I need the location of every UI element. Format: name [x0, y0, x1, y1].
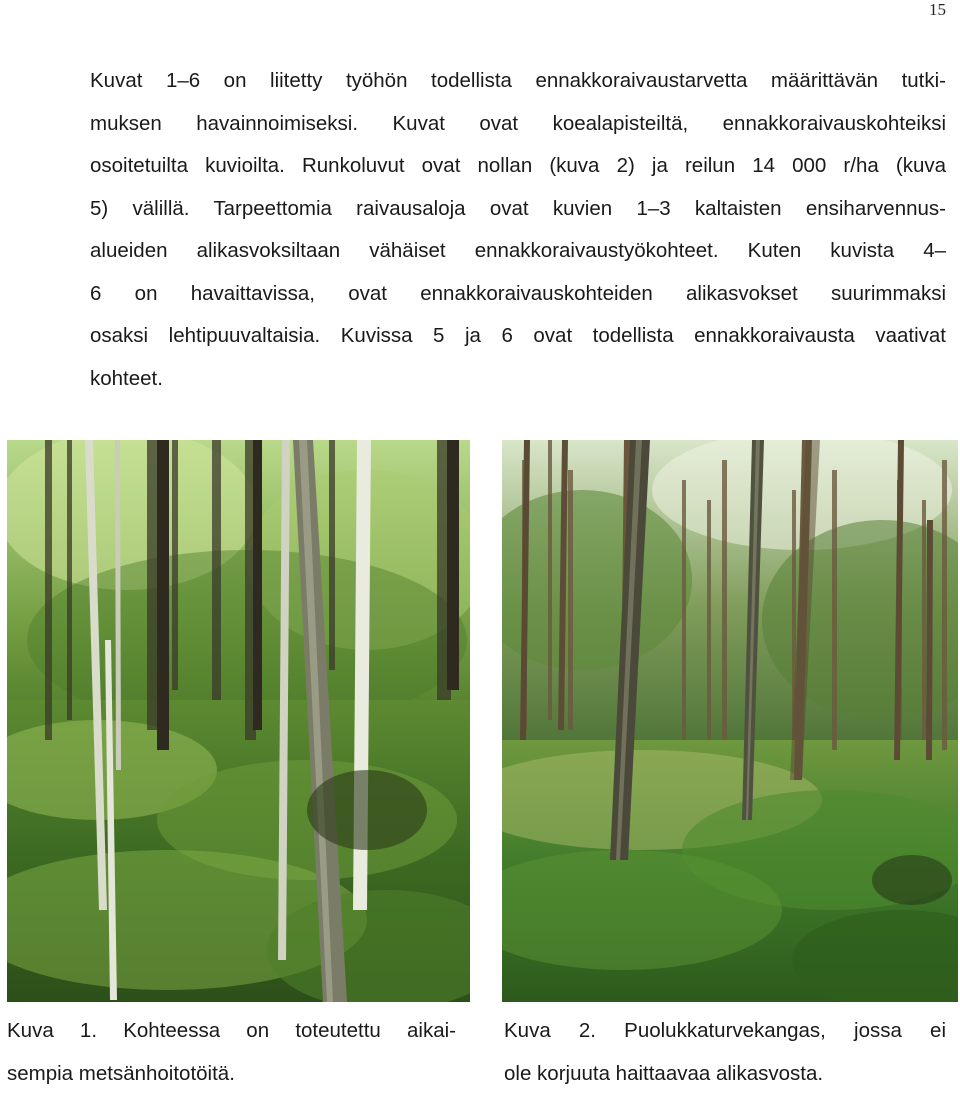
body-line: 6 on havaittavissa, ovat ennakkoraivauskohteiden alikasvokset suurimmaksi — [90, 273, 946, 316]
body-line: alueiden alikasvoksiltaan vähäiset ennakkoraivaustyökohteet. Kuten kuvista 4– — [90, 230, 946, 273]
figure-caption-2 — [504, 1010, 946, 1095]
caption-line: Kuva 1. Kohteessa on toteutettu aikai- — [7, 1010, 456, 1053]
body-line: muksen havainnoimiseksi. Kuvat ovat koealapisteiltä, ennakkoraivauskohteiksi — [90, 103, 946, 146]
body-line: kohteet. — [90, 358, 946, 401]
body-line: Kuvat 1–6 on liitetty työhön todellista ennakkoraivaustarvetta määrittävän tutki- — [90, 60, 946, 103]
forest-photo-1 — [7, 440, 470, 1002]
page-number: 15 — [929, 0, 946, 20]
forest-photo-2-image — [502, 440, 958, 1002]
figure-caption-1 — [7, 1010, 456, 1095]
caption-line: Kuva 2. Puolukkaturvekangas, jossa ei — [504, 1010, 946, 1053]
body-line: osaksi lehtipuuvaltaisia. Kuvissa 5 ja 6 ovat todellista ennakkoraivausta vaativat — [90, 315, 946, 358]
forest-photo-2 — [502, 440, 958, 1002]
body-paragraph — [90, 60, 946, 400]
forest-photo-1-image — [7, 440, 470, 1002]
caption-line: sempia metsänhoitotöitä. — [7, 1053, 456, 1095]
caption-line: ole korjuuta haittaavaa alikasvosta. — [504, 1053, 946, 1095]
body-line: osoitetuilta kuvioilta. Runkoluvut ovat nollan (kuva 2) ja reilun 14 000 r/ha (kuva — [90, 145, 946, 188]
body-line: 5) välillä. Tarpeettomia raivausaloja ovat kuvien 1–3 kaltaisten ensiharvennus- — [90, 188, 946, 231]
